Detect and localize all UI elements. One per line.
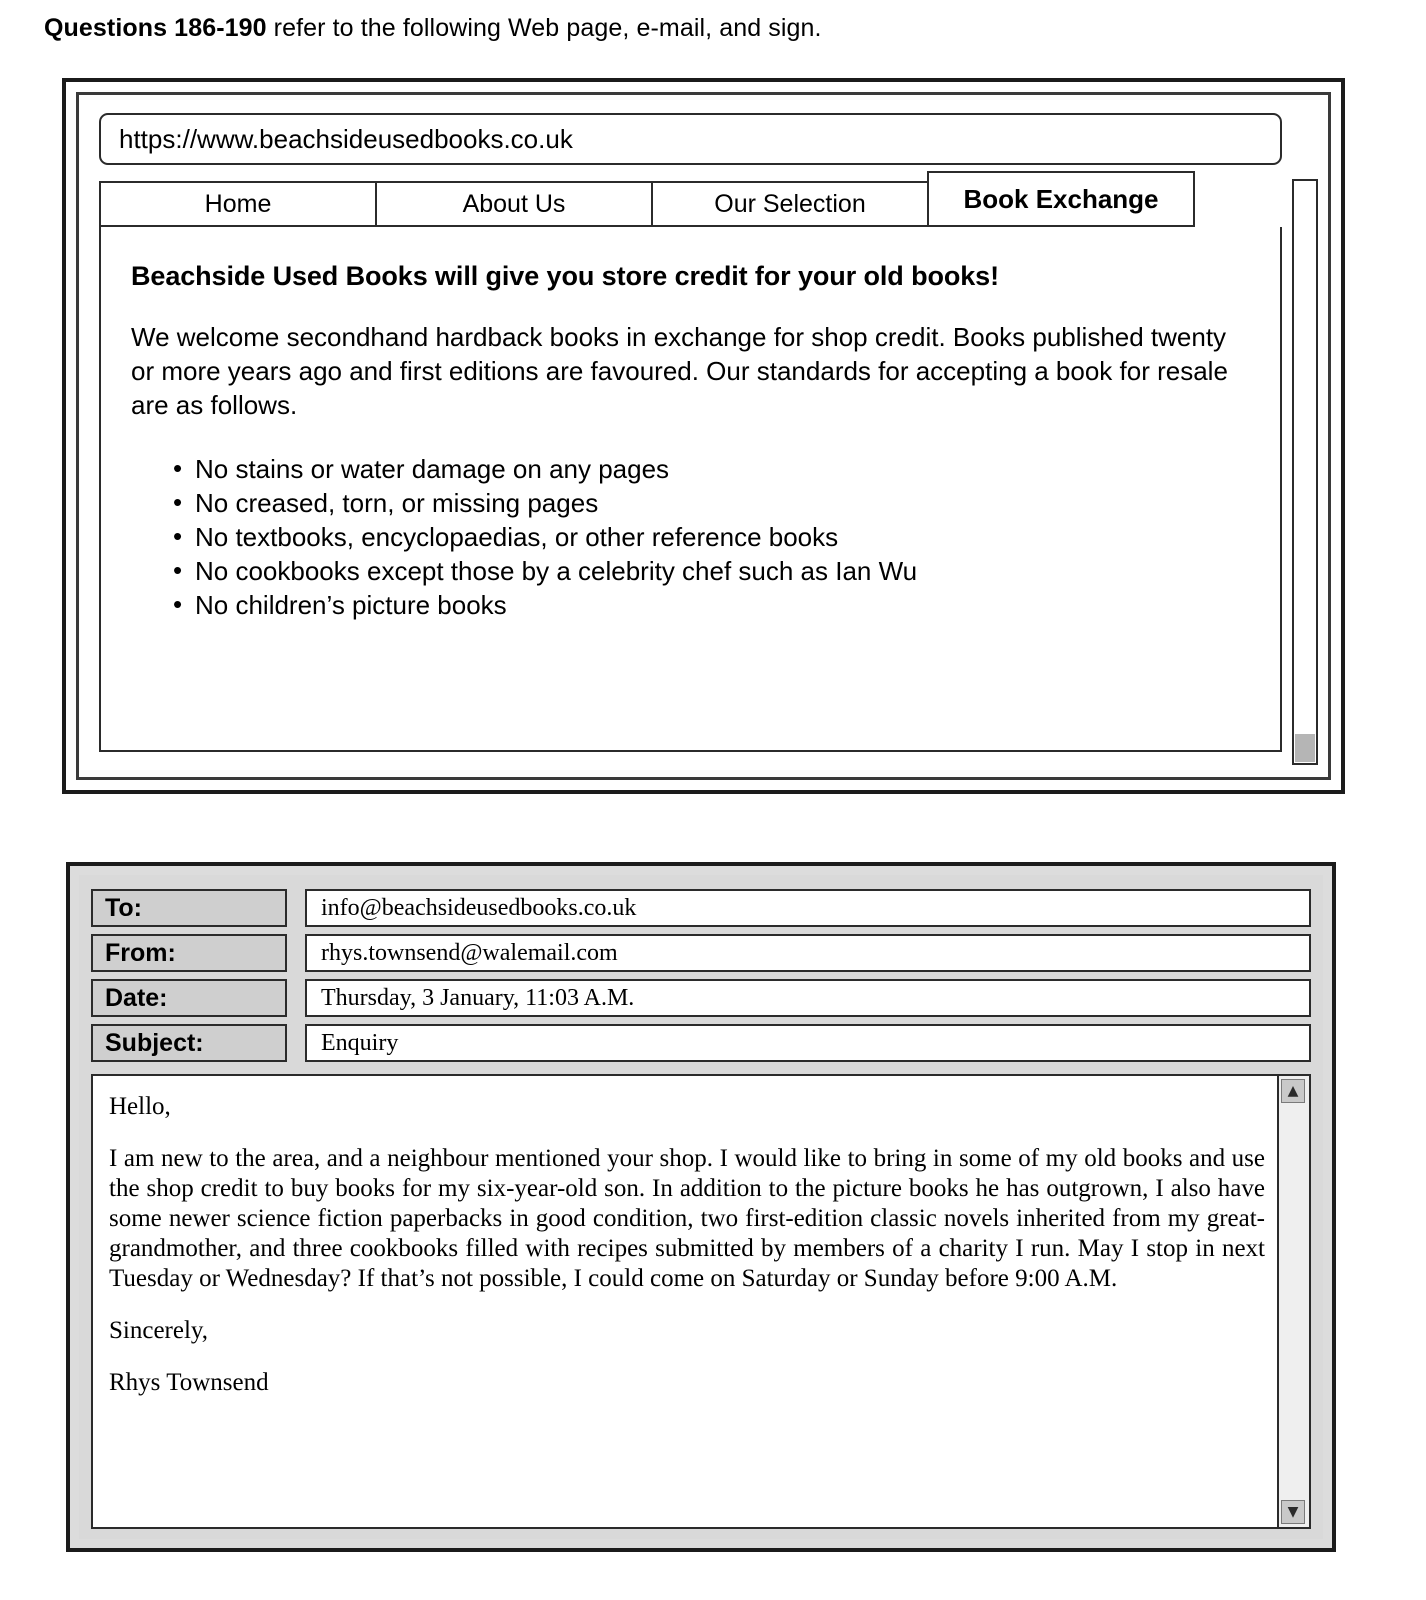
scroll-down-arrow-icon[interactable]: ▼ xyxy=(1281,1500,1305,1524)
from-label: From: xyxy=(91,934,287,972)
email-paragraph: I am new to the area, and a neighbour mentioned your shop. I would like to bring in some of my old books and use the shop credit to buy books for my six-year-old son. In addition to the picture books he has outgrown, I also have some newer science fiction paperbacks in good condition, two first-edition classic novels inherited from my great-grandmother, and three cookbooks filled with recipes submitted by members of a charity I run. May I stop in next Tuesday or Wednesday? If that’s not possible, I could come on Saturday or Sunday before 9:00 A.M. xyxy=(109,1145,1265,1292)
tab-bar xyxy=(99,175,1282,227)
email-header-from xyxy=(91,934,1311,972)
date-value: Thursday, 3 January, 11:03 A.M. xyxy=(321,984,635,1011)
tab-our-selection[interactable] xyxy=(651,181,927,227)
tab-our-selection-label: Our Selection xyxy=(714,189,866,218)
email-greeting: Hello, xyxy=(109,1093,171,1120)
email-frame xyxy=(79,875,1323,1539)
email-header-subject xyxy=(91,1024,1311,1062)
browser-frame xyxy=(76,92,1331,780)
criteria-list xyxy=(173,452,1250,622)
list-item: • No stains or water damage on any pages xyxy=(173,452,1250,486)
question-instruction xyxy=(44,14,822,43)
list-item: • No cookbooks except those by a celebrity chef such as Ian Wu xyxy=(173,554,1250,588)
scrollbar-thumb[interactable] xyxy=(1295,734,1315,762)
web-page-content xyxy=(99,227,1282,752)
tab-about-us[interactable] xyxy=(375,181,651,227)
tab-book-exchange-label: Book Exchange xyxy=(963,183,1159,214)
tab-book-exchange[interactable] xyxy=(927,171,1195,227)
subject-label: Subject: xyxy=(91,1024,287,1062)
browser-window xyxy=(62,78,1345,794)
from-value: rhys.townsend@walemail.com xyxy=(321,939,618,966)
to-field[interactable] xyxy=(305,889,1311,927)
date-field[interactable] xyxy=(305,979,1311,1017)
to-label: To: xyxy=(91,889,287,927)
email-signature: Rhys Townsend xyxy=(109,1369,269,1396)
to-value: info@beachsideusedbooks.co.uk xyxy=(321,894,637,921)
list-item: • No creased, torn, or missing pages xyxy=(173,486,1250,520)
email-body[interactable] xyxy=(91,1074,1311,1529)
email-vertical-scrollbar[interactable] xyxy=(1277,1076,1309,1527)
email-header-date xyxy=(91,979,1311,1017)
date-label: Date: xyxy=(91,979,287,1017)
scroll-up-arrow-icon[interactable]: ▲ xyxy=(1281,1079,1305,1103)
from-field[interactable] xyxy=(305,934,1311,972)
email-window xyxy=(66,862,1336,1552)
email-header-to xyxy=(91,889,1311,927)
browser-vertical-scrollbar[interactable] xyxy=(1292,179,1318,765)
page-paragraph: We welcome secondhand hardback books in exchange for shop credit. Books published twenty or more years ago and first editions are favoured. Our standards for accepting a book for resale are as follows. xyxy=(131,322,1228,420)
page-heading: Beachside Used Books will give you store credit for your old books! xyxy=(131,261,999,291)
tab-about-us-label: About Us xyxy=(462,189,566,218)
tab-home[interactable] xyxy=(99,181,375,227)
subject-value: Enquiry xyxy=(321,1029,399,1056)
list-item: • No children’s picture books xyxy=(173,588,1250,622)
email-closing: Sincerely, xyxy=(109,1317,209,1344)
question-range: Questions 186-190 xyxy=(44,14,267,42)
list-item: • No textbooks, encyclopaedias, or other reference books xyxy=(173,520,1250,554)
subject-field[interactable] xyxy=(305,1024,1311,1062)
tab-home-label: Home xyxy=(204,189,272,218)
url-bar[interactable] xyxy=(99,113,1282,165)
question-instruction-rest: refer to the following Web page, e-mail, and sign. xyxy=(266,14,822,42)
url-text: https://www.beachsideusedbooks.co.uk xyxy=(119,123,573,154)
